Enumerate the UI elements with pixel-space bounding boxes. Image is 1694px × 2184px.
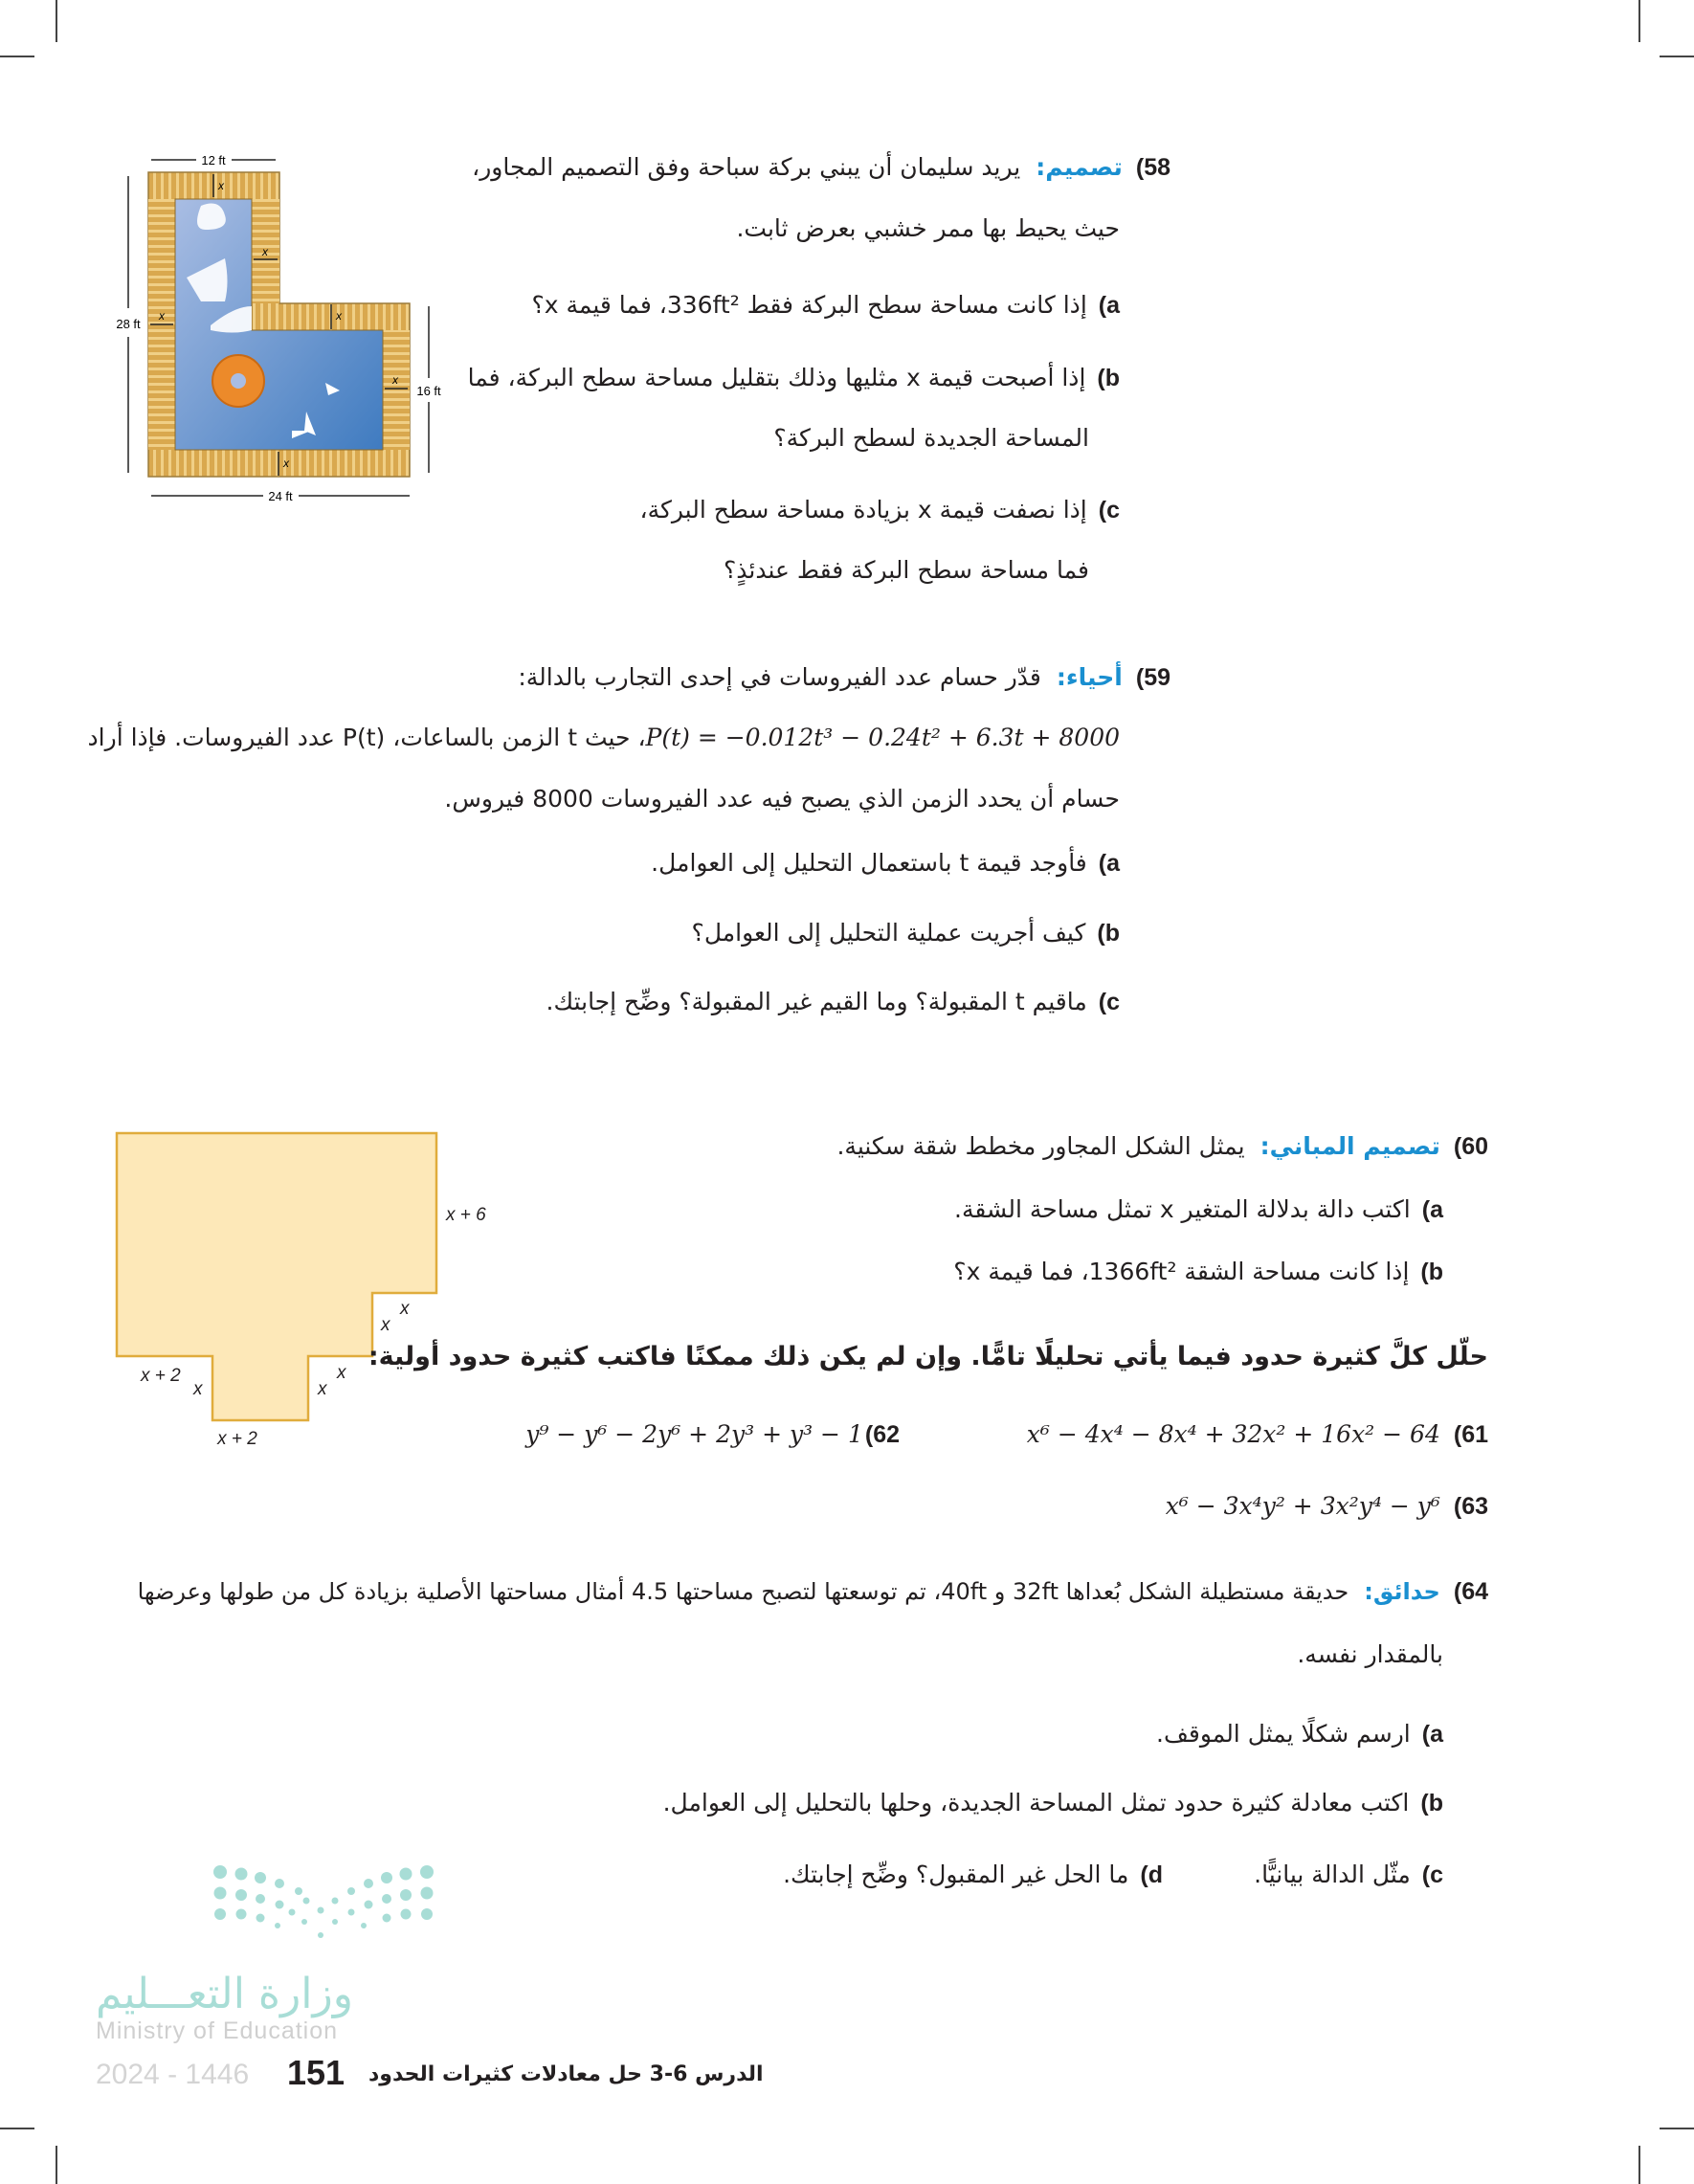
- part-text: إذا كانت مساحة الشقة 1366ft²، فما قيمة x؟: [953, 1258, 1410, 1285]
- exercise-number: 63): [1453, 1493, 1488, 1520]
- part-label: b): [1420, 1259, 1443, 1285]
- part-text: مثّل الدالة بيانيًّا.: [1254, 1861, 1411, 1888]
- plan-label-right: x + 6: [446, 1205, 486, 1225]
- exercise-expression: y⁹ − y⁶ − 2y⁶ + 2y³ + y³ − 1: [525, 1420, 863, 1448]
- part-label: b): [1420, 1790, 1443, 1816]
- part-label: c): [1098, 497, 1120, 524]
- q58-part-c-2: فما مساحة سطح البركة فقط عندئذٍ؟: [724, 556, 1089, 584]
- q64-intro: [138, 1575, 1488, 1608]
- crop-mark: [1660, 56, 1694, 57]
- pool-right-height: 16 ft: [416, 384, 441, 398]
- q59-intro: [518, 661, 1170, 694]
- pool-top-width: 12 ft: [201, 153, 226, 167]
- ministry-logo-arabic: وزارة التعـــليم: [96, 1970, 353, 2018]
- q58-part-b: [468, 362, 1120, 394]
- exercise-62: [525, 1418, 900, 1451]
- ministry-logo-icon: [201, 1864, 450, 1950]
- question-topic: تصميم المباني:: [1259, 1132, 1440, 1160]
- crop-mark: [56, 0, 57, 42]
- pool-figure: [105, 144, 469, 517]
- ministry-logo-english: Ministry of Education: [96, 2017, 339, 2044]
- question-topic: تصميم:: [1036, 153, 1123, 181]
- part-text: اكتب دالة بدلالة المتغير x تمثل مساحة الشقة.: [954, 1195, 1411, 1223]
- pool-bottom-width: 24 ft: [268, 489, 293, 503]
- q59-part-c: [546, 986, 1120, 1018]
- exercise-number: 61): [1453, 1421, 1488, 1448]
- q64-part-b: [663, 1787, 1443, 1819]
- q59-part-a: [651, 847, 1120, 880]
- q64-part-a: [1156, 1718, 1443, 1750]
- question-number: 58): [1135, 154, 1170, 181]
- part-label: b): [1097, 365, 1120, 391]
- question-text: يريد سليمان أن يبني بركة سباحة وفق التصميم المجاور،: [472, 153, 1021, 181]
- plan-label-step: x: [400, 1299, 410, 1319]
- plan-label-step: x: [337, 1363, 346, 1383]
- walkway-label: x: [218, 179, 224, 192]
- plan-label-step: x: [318, 1379, 327, 1399]
- part-label: a): [1098, 292, 1120, 319]
- walkway-label: x: [159, 309, 165, 323]
- crop-mark: [1638, 0, 1640, 42]
- question-text: ، حيث t الزمن بالساعات، P(t) عدد الفيروسات. فإذا أراد: [87, 724, 646, 751]
- factor-instructions: حلّل كلَّ كثيرة حدود فيما يأتي تحليلًا تامًّا. وإن لم يكن ذلك ممكنًا فاكتب كثيرة حدود أولية:: [368, 1342, 1488, 1371]
- plan-label-step: x: [381, 1315, 390, 1335]
- walkway-label: x: [392, 373, 398, 387]
- q58-part-b-2: المساحة الجديدة لسطح البركة؟: [773, 424, 1089, 452]
- exercise-number: 62): [864, 1421, 900, 1448]
- q64-intro-2: بالمقدار نفسه.: [1297, 1640, 1443, 1668]
- q58-intro-2: حيث يحيط بها ممر خشبي بعرض ثابت.: [736, 214, 1120, 242]
- question-topic: حدائق:: [1364, 1578, 1440, 1605]
- crop-mark: [0, 2128, 34, 2129]
- lesson-title: الدرس 6-3 حل معادلات كثيرات الحدود: [368, 2062, 764, 2086]
- part-text: ارسم شكلًا يمثل الموقف.: [1156, 1720, 1411, 1748]
- q64-part-c: [1254, 1859, 1443, 1891]
- q58-part-c: [640, 494, 1120, 526]
- question-text: حديقة مستطيلة الشكل بُعداها 32ft و 40ft، تم توسعتها لتصبح مساحتها 4.5 أمثال مساحتها الأصلية بزيادة كل من طولها وعرضها: [137, 1578, 1349, 1605]
- crop-mark: [0, 56, 34, 57]
- plan-label-left-bottom: x + 2: [141, 1366, 181, 1386]
- part-label: a): [1421, 1196, 1443, 1223]
- walkway-label: x: [336, 309, 342, 323]
- part-label: a): [1421, 1721, 1443, 1748]
- virus-formula: P(t) = −0.012t³ − 0.24t² + 6.3t + 8000: [645, 724, 1120, 751]
- question-topic: أحياء:: [1056, 663, 1123, 691]
- part-label: c): [1421, 1861, 1443, 1888]
- exercise-expression: x⁶ − 3x⁴y² + 3x²y⁴ − y⁶: [1165, 1492, 1440, 1520]
- floor-plan-figure: [105, 1120, 507, 1455]
- exercise-expression: x⁶ − 4x⁴ − 8x⁴ + 32x² + 16x² − 64: [1026, 1420, 1440, 1448]
- page-number: 151: [287, 2053, 345, 2092]
- part-text: كيف أجريت عملية التحليل إلى العوامل؟: [691, 919, 1086, 947]
- part-label: d): [1140, 1861, 1163, 1888]
- crop-mark: [1638, 2146, 1640, 2184]
- part-text: اكتب معادلة كثيرة حدود تمثل المساحة الجديدة، وحلها بالتحليل إلى العوامل.: [662, 1789, 1410, 1816]
- question-text: يمثل الشكل المجاور مخطط شقة سكنية.: [836, 1132, 1245, 1160]
- part-label: b): [1097, 920, 1120, 947]
- q59-intro-3: حسام أن يحدد الزمن الذي يصبح فيه عدد الفيروسات 8000 فيروس.: [444, 785, 1120, 813]
- exercise-63: [1166, 1490, 1488, 1523]
- part-text: فأوجد قيمة t باستعمال التحليل إلى العوامل.: [651, 849, 1087, 877]
- q64-part-d: [783, 1859, 1163, 1891]
- q59-part-b: [692, 917, 1120, 949]
- part-text: إذا نصفت قيمة x بزيادة مساحة سطح البركة،: [639, 496, 1087, 524]
- q58-intro: [472, 151, 1170, 184]
- part-text: إذا أصبحت قيمة x مثليها وذلك بتقليل مساحة سطح البركة، فما: [467, 364, 1086, 391]
- q58-part-a: [531, 289, 1120, 322]
- part-text: إذا كانت مساحة سطح البركة فقط 336ft²، فما قيمة x؟: [531, 291, 1087, 319]
- edition-year: 2024 - 1446: [96, 2059, 250, 2090]
- part-text: ماقيم t المقبولة؟ وما القيم غير المقبولة؟ وضِّح إجابتك.: [546, 988, 1087, 1015]
- q60-part-b: [953, 1256, 1443, 1288]
- crop-mark: [1660, 2128, 1694, 2129]
- part-label: a): [1098, 850, 1120, 877]
- walkway-label: x: [262, 245, 268, 258]
- part-text: ما الحل غير المقبول؟ وضِّح إجابتك.: [783, 1861, 1129, 1888]
- plan-label-step: x: [193, 1379, 203, 1399]
- exercise-61: [1027, 1418, 1488, 1451]
- walkway-label: x: [283, 457, 289, 470]
- q59-formula-line: [88, 722, 1120, 754]
- q60-part-a: [954, 1193, 1443, 1226]
- crop-mark: [56, 2146, 57, 2184]
- pool-total-height: 28 ft: [116, 317, 141, 331]
- question-number: 60): [1453, 1133, 1488, 1160]
- q60-intro: [836, 1130, 1488, 1163]
- part-label: c): [1098, 989, 1120, 1015]
- question-number: 64): [1453, 1578, 1488, 1605]
- plan-label-bottom: x + 2: [217, 1429, 257, 1449]
- question-text: قدّر حسام عدد الفيروسات في إحدى التجارب بالدالة:: [518, 663, 1041, 691]
- question-number: 59): [1135, 664, 1170, 691]
